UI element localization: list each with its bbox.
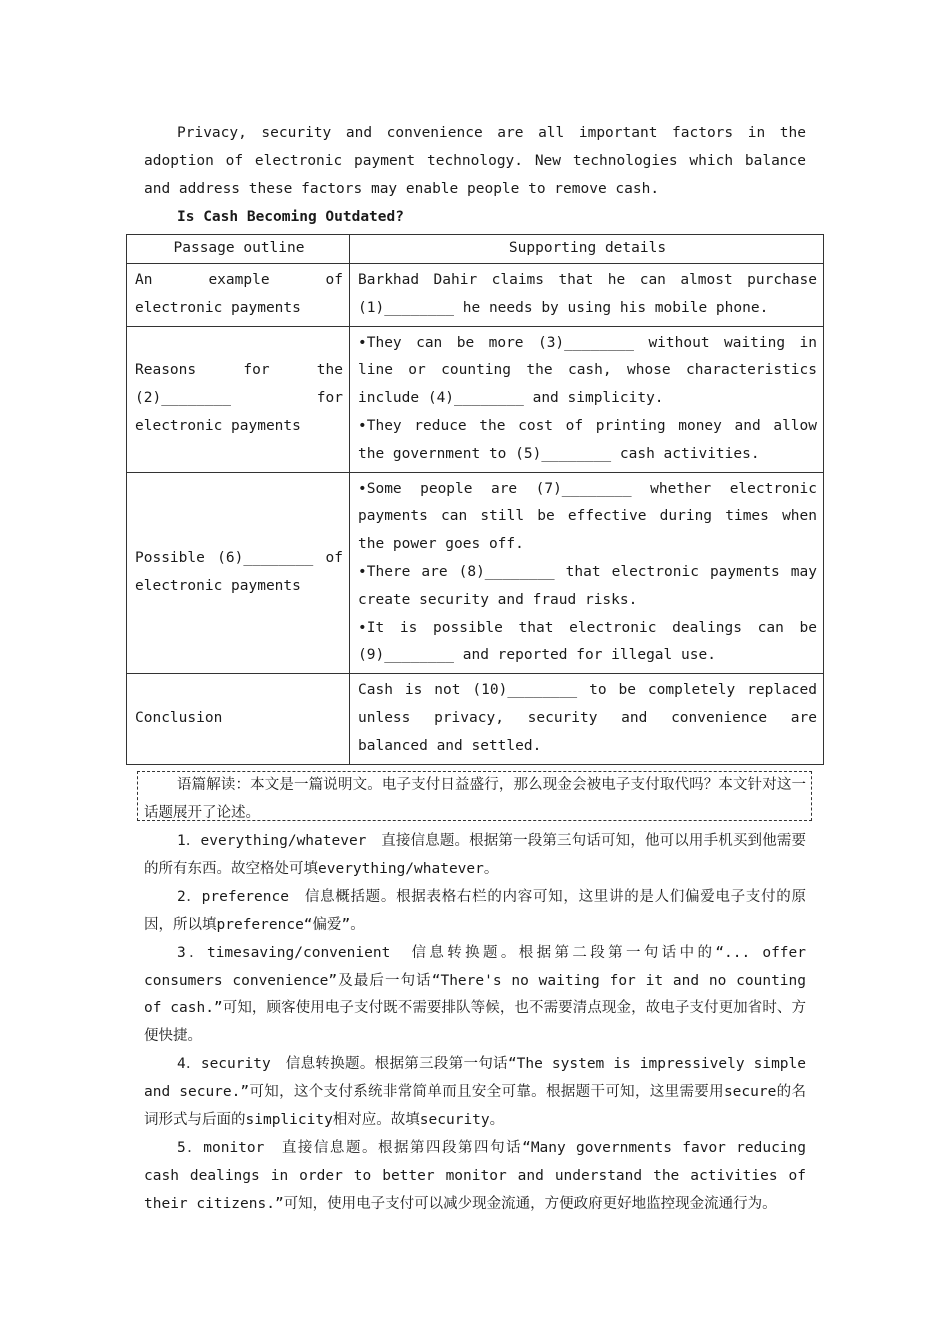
analysis-box xyxy=(137,771,812,821)
outline-cell: Reasons for the (2)________ for electronic payments xyxy=(127,326,350,472)
detail-text: Cash is not (10)________ to be completely replaced unless privacy, security and convenience are balanced and settled. xyxy=(358,682,817,754)
box-border-right xyxy=(811,771,812,821)
detail-text: •There are (8)________ that electronic payments may create security and fraud risks. xyxy=(358,563,817,608)
details-cell xyxy=(350,264,824,327)
detail-text: •They reduce the cost of printing money and allow the government to (5)________ cash activities. xyxy=(358,417,817,462)
detail-text: •It is possible that electronic dealings can be (9)________ and reported for illegal use. xyxy=(358,619,817,664)
table-row xyxy=(127,674,824,764)
details-cell xyxy=(350,326,824,472)
table-row xyxy=(127,264,824,327)
details-cell xyxy=(350,472,824,674)
detail-text: Barkhad Dahir claims that he can almost purchase (1)________ he needs by using his mobile phone. xyxy=(358,272,817,316)
answer-item: 1．everything/whatever 直接信息题。根据第一段第三句话可知，他可以用手机买到他需要的所有东西。故空格处可填everything/whatever。 xyxy=(144,833,806,877)
box-border-left xyxy=(137,771,138,821)
detail-text: •They can be more (3)________ without waiting in line or counting the cash, whose characteristics include (4)________ and simplicity. xyxy=(358,334,817,407)
outline-table xyxy=(126,234,824,765)
details-cell xyxy=(350,674,824,764)
header-supporting-details: Supporting details xyxy=(350,235,824,264)
outline-cell: An example of electronic payments xyxy=(127,264,350,327)
answer-item: 2．preference 信息概括题。根据表格右栏的内容可知，这里讲的是人们偏爱电子支付的原因，所以填preference“偏爱”。 xyxy=(144,888,806,933)
header-passage-outline: Passage outline xyxy=(127,235,350,264)
outline-cell: Possible (6)________ of electronic payments xyxy=(127,472,350,674)
analysis-text: 语篇解读：本文是一篇说明文。电子支付日益盛行，那么现金会被电子支付取代吗？本文针对这一话题展开了论述。 xyxy=(144,777,806,821)
answer-key xyxy=(144,828,806,1219)
detail-text: •Some people are (7)________ whether electronic payments can still be effective during times when the power goes off. xyxy=(358,480,817,553)
answer-item: 3．timesaving/convenient 信息转换题。根据第二段第一句话中的“... offer consumers convenience”及最后一句话“There's no waiting for it and no counting of cash.”可知，顾客使用电子支付既不需要排队等候，也不需要清点现金，故电子支付更加省时、方便快捷。 xyxy=(144,944,806,1045)
table-row xyxy=(127,326,824,472)
answer-item: 5．monitor 直接信息题。根据第四段第四句话“Many governments favor reducing cash dealings in order to better monitor and understand the activities of their citizens.”可知，使用电子支付可以减少现金流通，方便政府更好地监控现金流通行为。 xyxy=(144,1139,806,1212)
table-header-row xyxy=(127,235,824,264)
outline-cell: Conclusion xyxy=(127,674,350,764)
table-title: Is Cash Becoming Outdated? xyxy=(177,209,404,225)
answer-item: 4．security 信息转换题。根据第三段第一句话“The system is impressively simple and secure.”可知，这个支付系统非常简单而且安全可靠。根据题干可知，这里需要用secure的名词形式与后面的simplicity相对应。故填security。 xyxy=(144,1056,806,1129)
table-row xyxy=(127,472,824,674)
intro-paragraph: Privacy, security and convenience are all important factors in the adoption of electronic payment technology. New technologies which balance and address these factors may enable people to remove cash. xyxy=(144,125,806,197)
